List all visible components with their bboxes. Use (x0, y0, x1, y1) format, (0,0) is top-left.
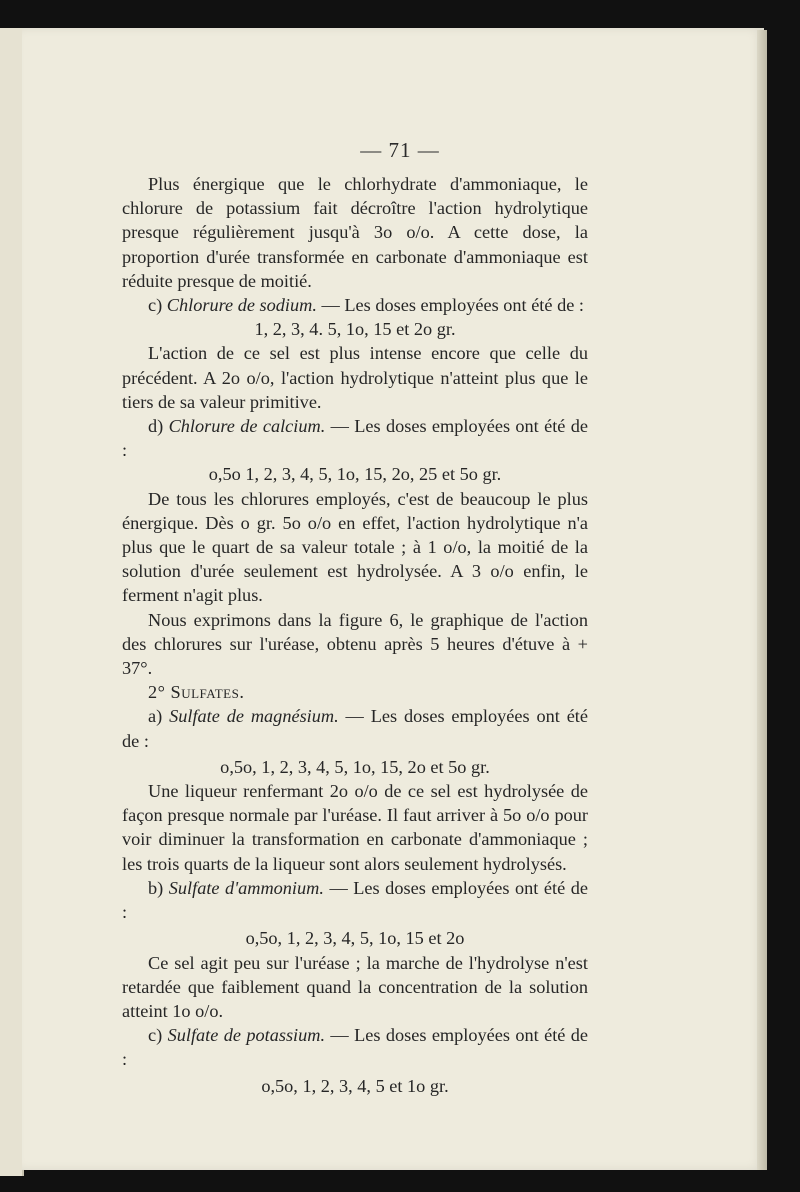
heading-sulfate-magnesium (122, 704, 588, 752)
paragraph-sulfate-ammonium: Ce sel agit peu sur l'uréase ; la marche de l'hydrolyse n'est retardée que faiblement quand la concentration de la solution atteint 1o o/o. (122, 952, 588, 1021)
heading-rest: — Les doses employées ont été de : (122, 877, 588, 923)
previous-page-edge (0, 28, 24, 1176)
paragraph-figure-6: Nous exprimons dans la figure 6, le graphique de l'action des chlorures sur l'uréase, obtenu après 5 heures d'étuve à + 37°. (122, 609, 588, 679)
heading-label: c) (148, 1025, 163, 1046)
heading-rest: — Les doses employées ont été de : (316, 295, 584, 316)
heading-sulfate-ammonium (122, 876, 588, 924)
heading-label: c) (148, 295, 163, 316)
section-heading-sulfates: 2° Sulfates. (148, 682, 245, 703)
heading-chlorure-calcium (122, 414, 588, 462)
doses-sulfate-magnesium: o,5o, 1, 2, 3, 4, 5, 1o, 15, 2o et 5o gr. (220, 756, 490, 777)
heading-rest: — Les doses employées ont été de : (122, 416, 588, 461)
heading-title: Sulfate d'ammonium. (168, 877, 324, 898)
heading-chlorure-sodium (122, 293, 588, 317)
paragraph-chlorure-sodium: L'action de ce sel est plus intense encore que celle du précédent. A 2o o/o, l'action hydrolytique n'atteint plus que le tiers de sa valeur primitive. (122, 343, 588, 412)
doses-sulfate-potassium: o,5o, 1, 2, 3, 4, 5 et 1o gr. (261, 1075, 449, 1096)
doses-sulfate-ammonium: o,5o, 1, 2, 3, 4, 5, 1o, 15 et 2o (245, 928, 465, 949)
heading-label: d) (148, 416, 164, 437)
heading-label: a) (148, 706, 163, 727)
heading-title: Chlorure de calcium. (168, 416, 326, 437)
page-body (122, 172, 588, 1098)
paragraph-sulfate-magnesium: Une liqueur renfermant 2o o/o de ce sel est hydrolysée de façon presque normale par l'uréase. Il faut arriver à 5o o/o pour voir diminuer la transformation en carbonate d'ammoniaque ; les trois quarts de la liqueur sont alors seulement hydrolysés. (122, 781, 588, 874)
page-number: — 71 — (360, 138, 440, 162)
heading-title: Sulfate de potassium. (167, 1025, 326, 1046)
doses-chlorure-calcium: o,5o 1, 2, 3, 4, 5, 1o, 15, 2o, 25 et 5o gr. (208, 464, 502, 485)
page-edge-shadow (757, 30, 767, 1170)
heading-rest: — Les doses employées ont été de : (122, 1025, 589, 1070)
paragraph-chlorure-calcium: De tous les chlorures employés, c'est de beaucoup le plus énergique. Dès o gr. 5o o/o en effet, l'action hydrolytique n'a plus que le quart de sa valeur totale ; à 1 o/o, la moitié de la solution d'urée seulement est hydrolysée. A 3 o/o enfin, le ferment n'agit plus. (122, 488, 588, 606)
heading-rest: — Les doses employées ont été de : (122, 706, 589, 751)
heading-title: Chlorure de sodium. (166, 295, 317, 316)
heading-title: Sulfate de magnésium. (169, 706, 339, 727)
heading-label: b) (148, 877, 164, 898)
heading-sulfate-potassium (122, 1023, 588, 1071)
doses-chlorure-sodium: 1, 2, 3, 4. 5, 1o, 15 et 2o gr. (254, 319, 456, 340)
paragraph-chlorure-potassium: Plus énergique que le chlorhydrate d'ammoniaque, le chlorure de potassium fait décroître l'action hydrolytique presque régulièrement jusqu'à 3o o/o. A cette dose, la proportion d'urée transformée en carbonate d'ammoniaque est réduite presque de moitié. (122, 174, 588, 291)
